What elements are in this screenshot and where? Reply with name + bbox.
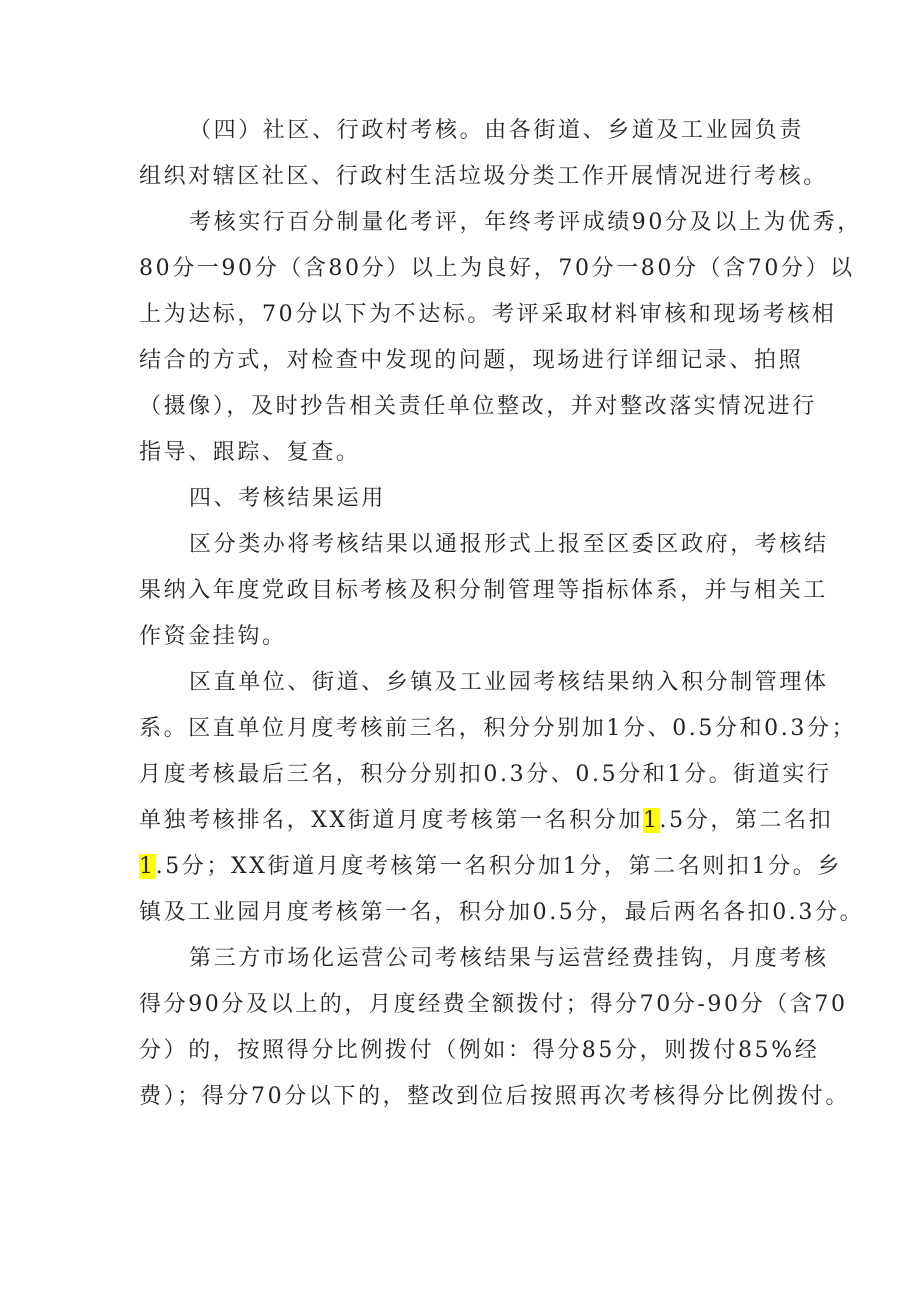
- text-segment: 作资金挂钩。: [139, 624, 287, 649]
- text-line: [139, 890, 865, 936]
- text-line: [139, 844, 842, 890]
- text-segment: 区分类办将考核结果以通报形式上报至区委区政府，考核结: [189, 532, 829, 557]
- text-segment: 上为达标，70分以下为不达标。考评采取材料审核和现场考核相: [139, 302, 837, 327]
- text-line: [139, 476, 789, 522]
- text-segment: .5分；XX街道月度考核第一名积分加1分，第二名则扣1分。乡: [155, 854, 842, 879]
- text-segment: 区直单位、街道、乡镇及工业园考核结果纳入积分制管理体: [189, 670, 829, 695]
- text-line: [139, 614, 789, 660]
- text-line: [139, 1028, 820, 1074]
- text-line: [139, 430, 789, 476]
- text-line: [139, 200, 862, 246]
- text-segment: 80分一90分（含80分）以上为良好，70分一80分（含70分）以: [139, 256, 855, 281]
- text-segment: 费）；得分70分以下的，整改到位后按照再次考核得分比例拨付。: [139, 1084, 850, 1109]
- text-line: [139, 338, 804, 384]
- text-line: [139, 706, 857, 752]
- text-line: [139, 246, 855, 292]
- text-segment: 指导、跟踪、复查。: [139, 440, 361, 465]
- text-segment: 四、考核结果运用: [189, 486, 386, 511]
- text-line: [139, 154, 828, 200]
- text-segment: 结合的方式，对检查中发现的问题，现场进行详细记录、拍照: [139, 348, 804, 373]
- text-segment: 系。区直单位月度考核前三名，积分分别加1分、0.5分和0.3分；: [139, 716, 857, 741]
- text-segment: 组织对辖区社区、行政村生活垃圾分类工作开展情况进行考核。: [139, 164, 828, 189]
- text-line: [139, 752, 832, 798]
- text-segment: 第三方市场化运营公司考核结果与运营经费挂钩，月度考核: [189, 946, 829, 971]
- text-line: [139, 522, 829, 568]
- text-segment: 果纳入年度党政目标考核及积分制管理等指标体系，并与相关工: [139, 578, 828, 603]
- text-line: [139, 982, 848, 1028]
- text-segment: 考核实行百分制量化考评，年终考评成绩90分及以上为优秀，: [189, 210, 862, 235]
- text-segment: .5分，第二名扣: [659, 808, 834, 833]
- text-line: [139, 292, 837, 338]
- text-segment: 单独考核排名，XX街道月度考核第一名积分加: [139, 808, 643, 833]
- text-line: [139, 798, 834, 844]
- text-segment: 得分90分及以上的，月度经费全额拨付；得分70分-90分（含70: [139, 992, 848, 1017]
- highlighted-text: 1: [139, 854, 156, 879]
- text-line: [139, 568, 828, 614]
- text-segment: （四）社区、行政村考核。由各街道、乡道及工业园负责: [189, 118, 805, 143]
- text-line: [139, 1074, 850, 1120]
- highlighted-text: 1: [642, 808, 660, 833]
- text-segment: 月度考核最后三名，积分分别扣0.3分、0.5分和1分。街道实行: [139, 762, 832, 787]
- document-body: [139, 108, 865, 1120]
- text-line: [139, 936, 829, 982]
- text-line: [139, 108, 805, 154]
- text-line: [139, 660, 829, 706]
- text-segment: （摄像），及时抄告相关责任单位整改，并对整改落实情况进行: [139, 394, 817, 419]
- text-line: [139, 384, 817, 430]
- text-segment: 镇及工业园月度考核第一名，积分加0.5分，最后两名各扣0.3分。: [139, 900, 865, 925]
- text-segment: 分）的，按照得分比例拨付（例如：得分85分，则拨付85%经: [139, 1038, 820, 1063]
